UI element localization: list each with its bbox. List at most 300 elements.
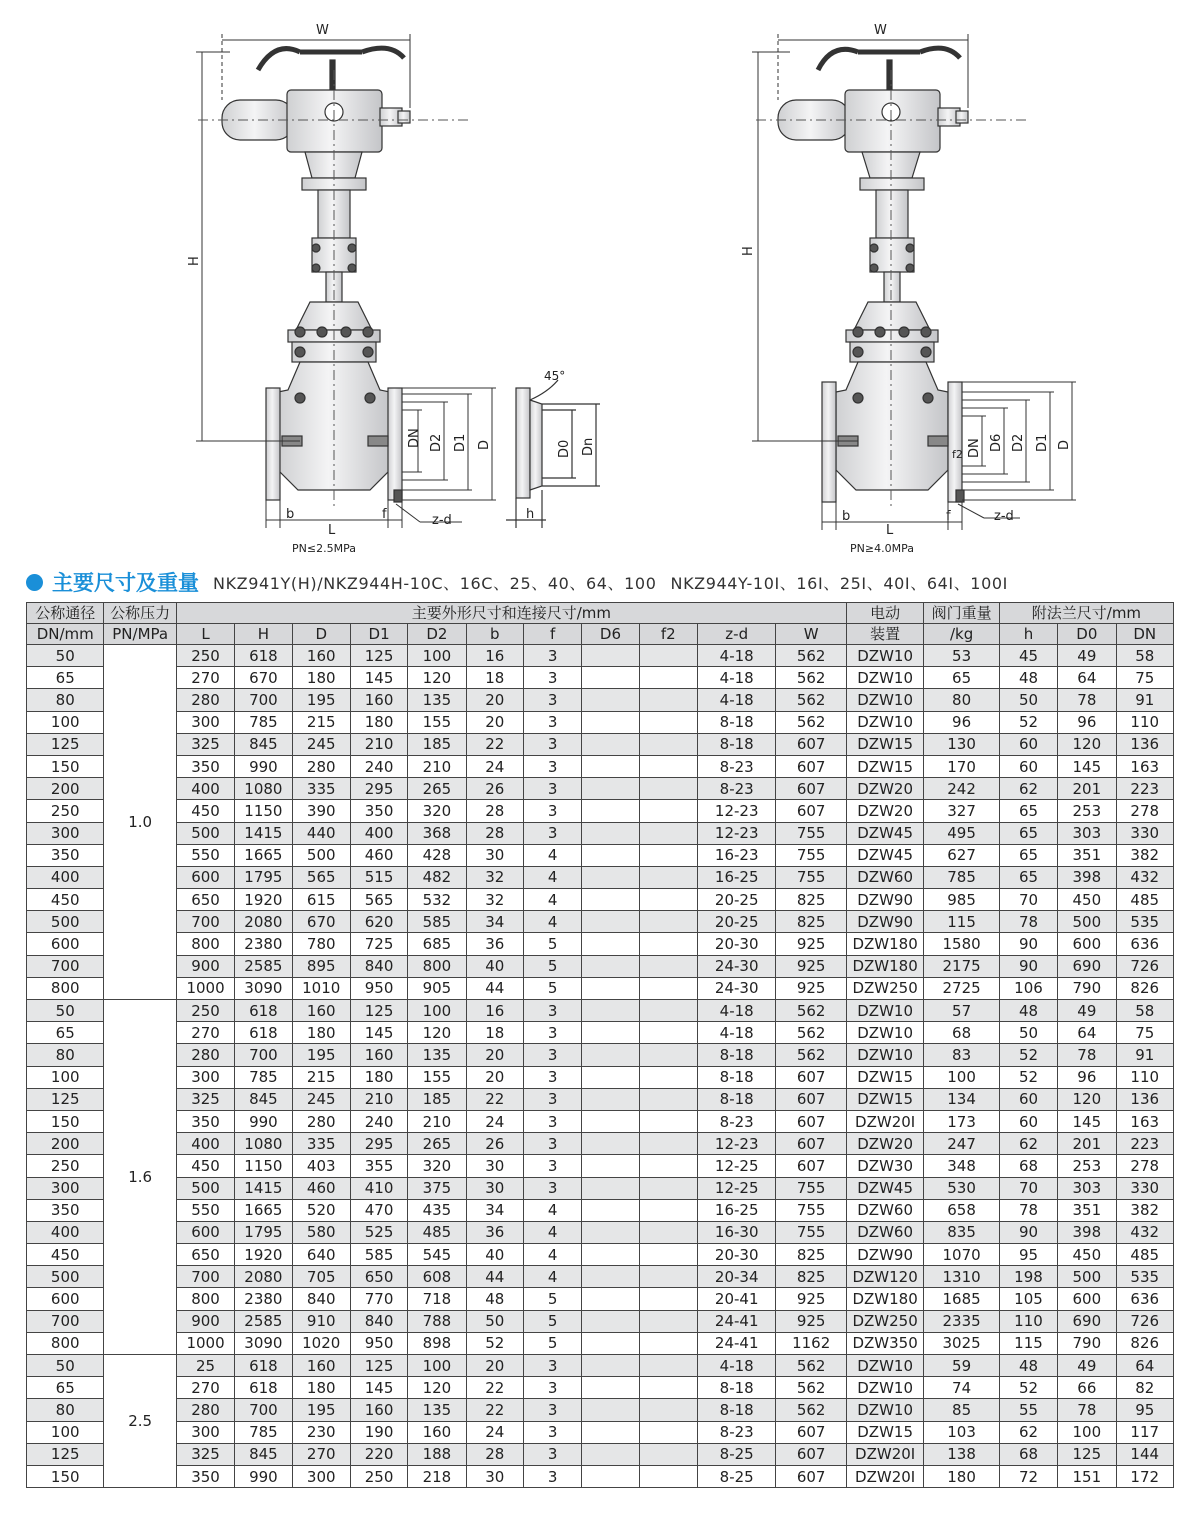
table-cell: 500 bbox=[176, 1177, 234, 1199]
table-cell: 432 bbox=[1116, 866, 1174, 888]
table-cell: 607 bbox=[776, 800, 846, 822]
table-row bbox=[27, 1443, 1174, 1465]
table-cell: 245 bbox=[292, 733, 350, 755]
section-title: 主要尺寸及重量 bbox=[52, 571, 199, 595]
table-cell: 525 bbox=[350, 1221, 407, 1243]
table-cell: 1415 bbox=[235, 822, 292, 844]
table-cell: 49 bbox=[1058, 1355, 1116, 1377]
table-cell: 253 bbox=[1058, 800, 1116, 822]
table-cell: 4 bbox=[523, 844, 581, 866]
table-cell: 64 bbox=[1058, 1022, 1116, 1044]
right-dim-D1: D1 bbox=[1035, 433, 1050, 452]
table-cell: 3 bbox=[523, 1421, 581, 1443]
table-cell: 1150 bbox=[235, 1155, 292, 1177]
table-cell: 62 bbox=[999, 1421, 1057, 1443]
table-cell bbox=[582, 1088, 639, 1110]
table-cell: 3090 bbox=[235, 1332, 292, 1354]
table-cell: 925 bbox=[776, 933, 846, 955]
table-cell: 788 bbox=[408, 1310, 466, 1332]
table-cell bbox=[639, 1399, 697, 1421]
left-dim-f: f bbox=[382, 507, 387, 522]
table-cell: 4-18 bbox=[697, 1022, 775, 1044]
table-cell: 826 bbox=[1116, 1332, 1174, 1354]
table-cell: 375 bbox=[408, 1177, 466, 1199]
table-cell: 1415 bbox=[235, 1177, 292, 1199]
table-cell: 550 bbox=[176, 1199, 234, 1221]
table-cell: 845 bbox=[235, 1443, 292, 1465]
table-row bbox=[27, 645, 1174, 667]
table-cell: 115 bbox=[924, 911, 999, 933]
table-cell: 300 bbox=[27, 1177, 104, 1199]
right-dim-f: f bbox=[946, 509, 951, 524]
table-cell: 3 bbox=[523, 645, 581, 667]
table-cell: 825 bbox=[776, 1266, 846, 1288]
table-cell: 8-18 bbox=[697, 1066, 775, 1088]
table-cell: 68 bbox=[999, 1443, 1057, 1465]
table-cell: 100 bbox=[408, 645, 466, 667]
table-row bbox=[27, 866, 1174, 888]
table-cell: DZW15 bbox=[846, 733, 923, 755]
model-list-a: NKZ941Y(H)/NKZ944H-10C、16C、25、40、64、100 bbox=[213, 573, 657, 593]
col-header-D1: D1 bbox=[350, 624, 407, 645]
table-cell: DZW15 bbox=[846, 1066, 923, 1088]
table-cell: 52 bbox=[466, 1332, 523, 1354]
table-cell: 20 bbox=[466, 1066, 523, 1088]
table-cell: 1665 bbox=[235, 844, 292, 866]
table-cell: 500 bbox=[292, 844, 350, 866]
table-cell: 607 bbox=[776, 778, 846, 800]
table-cell: 3 bbox=[523, 1133, 581, 1155]
col-header-flange-h: h bbox=[999, 624, 1057, 645]
table-cell: 265 bbox=[408, 778, 466, 800]
table-cell: 1000 bbox=[176, 1332, 234, 1354]
col-header-D2: D2 bbox=[408, 624, 466, 645]
table-cell: 755 bbox=[776, 822, 846, 844]
table-cell: 485 bbox=[408, 1221, 466, 1243]
table-cell: 270 bbox=[292, 1443, 350, 1465]
table-cell: 3 bbox=[523, 778, 581, 800]
table-cell: 2380 bbox=[235, 933, 292, 955]
table-cell: 120 bbox=[408, 1022, 466, 1044]
table-cell bbox=[582, 822, 639, 844]
table-cell: 278 bbox=[1116, 1155, 1174, 1177]
table-cell: 65 bbox=[999, 800, 1057, 822]
table-cell: 1795 bbox=[235, 1221, 292, 1243]
table-cell: DZW20 bbox=[846, 1133, 923, 1155]
table-cell: 265 bbox=[408, 1133, 466, 1155]
table-cell: 705 bbox=[292, 1266, 350, 1288]
table-cell: 160 bbox=[350, 1399, 407, 1421]
table-cell: 30 bbox=[466, 1155, 523, 1177]
table-cell: 145 bbox=[350, 1022, 407, 1044]
table-cell: 135 bbox=[408, 689, 466, 711]
table-cell: 195 bbox=[292, 1399, 350, 1421]
table-cell: DZW45 bbox=[846, 844, 923, 866]
table-cell: 600 bbox=[1058, 1288, 1116, 1310]
spec-table-body bbox=[27, 645, 1174, 1488]
table-cell bbox=[639, 1199, 697, 1221]
table-cell: 80 bbox=[27, 689, 104, 711]
table-cell: 685 bbox=[408, 933, 466, 955]
table-cell: 618 bbox=[235, 1000, 292, 1022]
table-cell: 78 bbox=[999, 911, 1057, 933]
table-cell: 16 bbox=[466, 1000, 523, 1022]
table-cell: DZW120 bbox=[846, 1266, 923, 1288]
table-cell bbox=[639, 1066, 697, 1088]
table-cell: 990 bbox=[235, 755, 292, 777]
table-cell: 180 bbox=[292, 1022, 350, 1044]
table-cell: 201 bbox=[1058, 1133, 1116, 1155]
table-cell: 4 bbox=[523, 1244, 581, 1266]
table-cell bbox=[639, 800, 697, 822]
table-cell: 20 bbox=[466, 1044, 523, 1066]
table-row bbox=[27, 911, 1174, 933]
table-cell: 48 bbox=[466, 1288, 523, 1310]
table-cell bbox=[639, 1355, 697, 1377]
table-cell: 50 bbox=[999, 689, 1057, 711]
table-cell: 270 bbox=[176, 1022, 234, 1044]
right-dim-D2: D2 bbox=[1011, 433, 1026, 452]
table-cell: 3025 bbox=[924, 1332, 999, 1354]
table-cell: 580 bbox=[292, 1221, 350, 1243]
table-cell: 1310 bbox=[924, 1266, 999, 1288]
table-cell: 75 bbox=[1116, 1022, 1174, 1044]
table-cell: 160 bbox=[292, 1355, 350, 1377]
table-cell: 670 bbox=[292, 911, 350, 933]
table-cell: 3 bbox=[523, 1355, 581, 1377]
table-cell: 2335 bbox=[924, 1310, 999, 1332]
table-cell: 185 bbox=[408, 1088, 466, 1110]
table-cell: 440 bbox=[292, 822, 350, 844]
table-cell: 100 bbox=[27, 1066, 104, 1088]
table-cell: 515 bbox=[350, 866, 407, 888]
table-cell: 530 bbox=[924, 1177, 999, 1199]
table-cell: 36 bbox=[466, 933, 523, 955]
table-cell: 300 bbox=[176, 711, 234, 733]
table-cell bbox=[582, 1332, 639, 1354]
table-cell bbox=[582, 1000, 639, 1022]
table-cell bbox=[639, 711, 697, 733]
spec-table bbox=[26, 602, 1174, 1488]
table-cell: 600 bbox=[27, 1288, 104, 1310]
table-cell: 460 bbox=[350, 844, 407, 866]
table-cell: 240 bbox=[350, 1110, 407, 1132]
table-row bbox=[27, 1155, 1174, 1177]
table-cell: 8-23 bbox=[697, 755, 775, 777]
table-cell: 18 bbox=[466, 1022, 523, 1044]
table-cell: DZW60 bbox=[846, 1221, 923, 1243]
table-cell: 990 bbox=[235, 1110, 292, 1132]
col-header-f: f bbox=[523, 624, 581, 645]
col-header-L: L bbox=[176, 624, 234, 645]
table-cell: 60 bbox=[999, 1110, 1057, 1132]
table-cell: 270 bbox=[176, 1377, 234, 1399]
table-cell: 52 bbox=[999, 1044, 1057, 1066]
table-cell: 150 bbox=[27, 755, 104, 777]
table-cell bbox=[582, 1133, 639, 1155]
table-cell: 201 bbox=[1058, 778, 1116, 800]
table-cell: 83 bbox=[924, 1044, 999, 1066]
table-cell: 800 bbox=[176, 1288, 234, 1310]
table-cell: 398 bbox=[1058, 866, 1116, 888]
table-cell: 72 bbox=[999, 1465, 1057, 1487]
table-cell: 45 bbox=[999, 645, 1057, 667]
table-cell: 28 bbox=[466, 822, 523, 844]
table-cell: 30 bbox=[466, 1465, 523, 1487]
left-dim-L: L bbox=[328, 523, 336, 538]
table-cell: 64 bbox=[1058, 667, 1116, 689]
table-cell: 50 bbox=[27, 1355, 104, 1377]
table-cell: 230 bbox=[292, 1421, 350, 1443]
table-cell: 62 bbox=[999, 778, 1057, 800]
table-cell bbox=[582, 1221, 639, 1243]
table-cell: 36 bbox=[466, 1221, 523, 1243]
table-cell: 585 bbox=[408, 911, 466, 933]
left-dim-DN: DN bbox=[407, 428, 422, 448]
table-cell: 925 bbox=[776, 955, 846, 977]
table-cell: 78 bbox=[1058, 1044, 1116, 1066]
table-cell: 382 bbox=[1116, 1199, 1174, 1221]
table-cell: 160 bbox=[408, 1421, 466, 1443]
table-cell: 200 bbox=[27, 1133, 104, 1155]
table-cell: 65 bbox=[999, 866, 1057, 888]
table-cell: 135 bbox=[408, 1044, 466, 1066]
table-cell: 3 bbox=[523, 689, 581, 711]
table-cell: 117 bbox=[1116, 1421, 1174, 1443]
table-cell: 450 bbox=[27, 889, 104, 911]
table-cell: 62 bbox=[999, 1133, 1057, 1155]
table-cell: 134 bbox=[924, 1088, 999, 1110]
table-cell: 24 bbox=[466, 755, 523, 777]
right-dim-H: H bbox=[741, 246, 756, 256]
table-cell: 8-18 bbox=[697, 1399, 775, 1421]
table-cell bbox=[639, 1221, 697, 1243]
table-cell: 535 bbox=[1116, 1266, 1174, 1288]
table-cell: 545 bbox=[408, 1244, 466, 1266]
table-cell: 755 bbox=[776, 866, 846, 888]
table-cell bbox=[582, 1421, 639, 1443]
table-cell: 32 bbox=[466, 866, 523, 888]
table-cell: 5 bbox=[523, 1310, 581, 1332]
table-cell: 210 bbox=[350, 733, 407, 755]
table-cell: 607 bbox=[776, 1443, 846, 1465]
header-flange: 附法兰尺寸/mm bbox=[999, 603, 1173, 624]
table-cell: 22 bbox=[466, 1088, 523, 1110]
table-cell: 145 bbox=[1058, 755, 1116, 777]
table-cell: 925 bbox=[776, 1288, 846, 1310]
table-cell: 330 bbox=[1116, 822, 1174, 844]
table-cell: 700 bbox=[235, 1399, 292, 1421]
table-cell: 607 bbox=[776, 1465, 846, 1487]
table-cell: 155 bbox=[408, 1066, 466, 1088]
table-cell: 400 bbox=[27, 866, 104, 888]
table-cell: 49 bbox=[1058, 1000, 1116, 1022]
table-cell: 495 bbox=[924, 822, 999, 844]
table-cell: 335 bbox=[292, 778, 350, 800]
table-cell: 8-25 bbox=[697, 1443, 775, 1465]
col-header-H: H bbox=[235, 624, 292, 645]
table-cell: 8-18 bbox=[697, 1088, 775, 1110]
table-cell: 125 bbox=[350, 1000, 407, 1022]
left-dim-D2: D2 bbox=[429, 433, 444, 452]
col-header-flange-DN: DN bbox=[1116, 624, 1174, 645]
spec-table-head bbox=[27, 603, 1174, 645]
table-cell: 450 bbox=[176, 800, 234, 822]
table-cell: 355 bbox=[350, 1155, 407, 1177]
table-cell: 562 bbox=[776, 1000, 846, 1022]
table-cell: 30 bbox=[466, 1177, 523, 1199]
table-cell: 320 bbox=[408, 800, 466, 822]
table-cell: 58 bbox=[1116, 645, 1174, 667]
table-cell bbox=[582, 711, 639, 733]
table-cell: 100 bbox=[27, 711, 104, 733]
table-cell: 78 bbox=[1058, 689, 1116, 711]
right-dim-D6: D6 bbox=[989, 433, 1004, 452]
table-cell: DZW20I bbox=[846, 1465, 923, 1487]
table-cell: 100 bbox=[924, 1066, 999, 1088]
table-cell: DZW90 bbox=[846, 1244, 923, 1266]
header-row-2 bbox=[27, 624, 1174, 645]
table-cell: 485 bbox=[1116, 889, 1174, 911]
table-cell: 726 bbox=[1116, 955, 1174, 977]
table-cell: 170 bbox=[924, 755, 999, 777]
table-cell: 800 bbox=[176, 933, 234, 955]
col-header-b: b bbox=[466, 624, 523, 645]
table-cell bbox=[582, 1022, 639, 1044]
table-cell: 950 bbox=[350, 977, 407, 999]
table-cell: 300 bbox=[27, 822, 104, 844]
table-cell bbox=[582, 755, 639, 777]
table-cell: 303 bbox=[1058, 1177, 1116, 1199]
table-cell: 1010 bbox=[292, 977, 350, 999]
table-cell: 120 bbox=[1058, 1088, 1116, 1110]
table-cell: 482 bbox=[408, 866, 466, 888]
table-cell bbox=[639, 1022, 697, 1044]
table-cell: 28 bbox=[466, 800, 523, 822]
table-cell: 432 bbox=[1116, 1221, 1174, 1243]
table-cell: 28 bbox=[466, 1443, 523, 1465]
table-cell: 2380 bbox=[235, 1288, 292, 1310]
valve-drawing-svg bbox=[0, 0, 1200, 560]
table-cell: 78 bbox=[999, 1199, 1057, 1221]
table-cell: 280 bbox=[292, 755, 350, 777]
table-cell: 985 bbox=[924, 889, 999, 911]
table-cell: 1080 bbox=[235, 1133, 292, 1155]
table-cell: 53 bbox=[924, 645, 999, 667]
table-cell: 95 bbox=[999, 1244, 1057, 1266]
table-cell bbox=[582, 1355, 639, 1377]
table-cell: 24-30 bbox=[697, 955, 775, 977]
table-cell: 240 bbox=[350, 755, 407, 777]
header-drive-bot: 装置 bbox=[846, 624, 923, 645]
table-cell: 3 bbox=[523, 822, 581, 844]
table-cell: 24-41 bbox=[697, 1332, 775, 1354]
table-cell: 172 bbox=[1116, 1465, 1174, 1487]
table-cell: 500 bbox=[1058, 911, 1116, 933]
table-row bbox=[27, 711, 1174, 733]
table-cell: 435 bbox=[408, 1199, 466, 1221]
table-cell: 180 bbox=[292, 1377, 350, 1399]
table-cell: 57 bbox=[924, 1000, 999, 1022]
table-cell: 1162 bbox=[776, 1332, 846, 1354]
table-cell: 670 bbox=[235, 667, 292, 689]
table-cell: 300 bbox=[292, 1465, 350, 1487]
table-cell: 105 bbox=[999, 1288, 1057, 1310]
table-cell: 565 bbox=[350, 889, 407, 911]
table-row bbox=[27, 667, 1174, 689]
table-cell: 600 bbox=[176, 1221, 234, 1243]
table-cell: DZW20 bbox=[846, 800, 923, 822]
table-cell: 790 bbox=[1058, 977, 1116, 999]
table-cell: 24-30 bbox=[697, 977, 775, 999]
table-row bbox=[27, 822, 1174, 844]
table-cell: 136 bbox=[1116, 1088, 1174, 1110]
table-cell: 12-23 bbox=[697, 800, 775, 822]
table-cell: 8-25 bbox=[697, 1465, 775, 1487]
table-cell: 223 bbox=[1116, 1133, 1174, 1155]
table-cell bbox=[582, 1443, 639, 1465]
table-cell: 125 bbox=[27, 1443, 104, 1465]
right-valve-drawing bbox=[778, 48, 968, 502]
header-main-dims: 主要外形尺寸和连接尺寸/mm bbox=[176, 603, 846, 624]
table-cell: 5 bbox=[523, 977, 581, 999]
table-cell: 215 bbox=[292, 1066, 350, 1088]
table-cell: 3 bbox=[523, 1177, 581, 1199]
table-cell: 100 bbox=[1058, 1421, 1116, 1443]
table-cell bbox=[639, 844, 697, 866]
table-cell bbox=[582, 1399, 639, 1421]
table-cell: 82 bbox=[1116, 1377, 1174, 1399]
table-cell: 607 bbox=[776, 1088, 846, 1110]
table-cell: DZW10 bbox=[846, 711, 923, 733]
table-cell: 690 bbox=[1058, 955, 1116, 977]
table-cell: 12-23 bbox=[697, 822, 775, 844]
table-cell bbox=[639, 1110, 697, 1132]
table-cell bbox=[582, 1244, 639, 1266]
table-cell: 90 bbox=[999, 955, 1057, 977]
left-dim-b: b bbox=[286, 507, 295, 522]
table-cell: 532 bbox=[408, 889, 466, 911]
table-cell: 190 bbox=[350, 1421, 407, 1443]
table-cell: DZW180 bbox=[846, 955, 923, 977]
table-row bbox=[27, 889, 1174, 911]
table-cell: 22 bbox=[466, 1377, 523, 1399]
table-cell: 910 bbox=[292, 1310, 350, 1332]
left-dim-W: W bbox=[316, 23, 329, 38]
table-cell: 905 bbox=[408, 977, 466, 999]
table-cell: DZW10 bbox=[846, 1377, 923, 1399]
table-cell: 16-23 bbox=[697, 844, 775, 866]
table-cell: 163 bbox=[1116, 1110, 1174, 1132]
table-row bbox=[27, 1133, 1174, 1155]
table-cell: DZW250 bbox=[846, 977, 923, 999]
table-cell: 250 bbox=[176, 1000, 234, 1022]
right-dim-W: W bbox=[874, 23, 887, 38]
table-row bbox=[27, 844, 1174, 866]
table-cell: 303 bbox=[1058, 822, 1116, 844]
table-cell: 16-25 bbox=[697, 1199, 775, 1221]
table-cell: 20 bbox=[466, 1355, 523, 1377]
table-cell: 52 bbox=[999, 1066, 1057, 1088]
table-cell: 115 bbox=[999, 1332, 1057, 1354]
table-row bbox=[27, 1110, 1174, 1132]
table-cell: DZW20I bbox=[846, 1443, 923, 1465]
table-cell: 120 bbox=[1058, 733, 1116, 755]
table-cell: 348 bbox=[924, 1155, 999, 1177]
table-cell: 70 bbox=[999, 1177, 1057, 1199]
table-cell: 350 bbox=[176, 1465, 234, 1487]
table-cell: 250 bbox=[176, 645, 234, 667]
